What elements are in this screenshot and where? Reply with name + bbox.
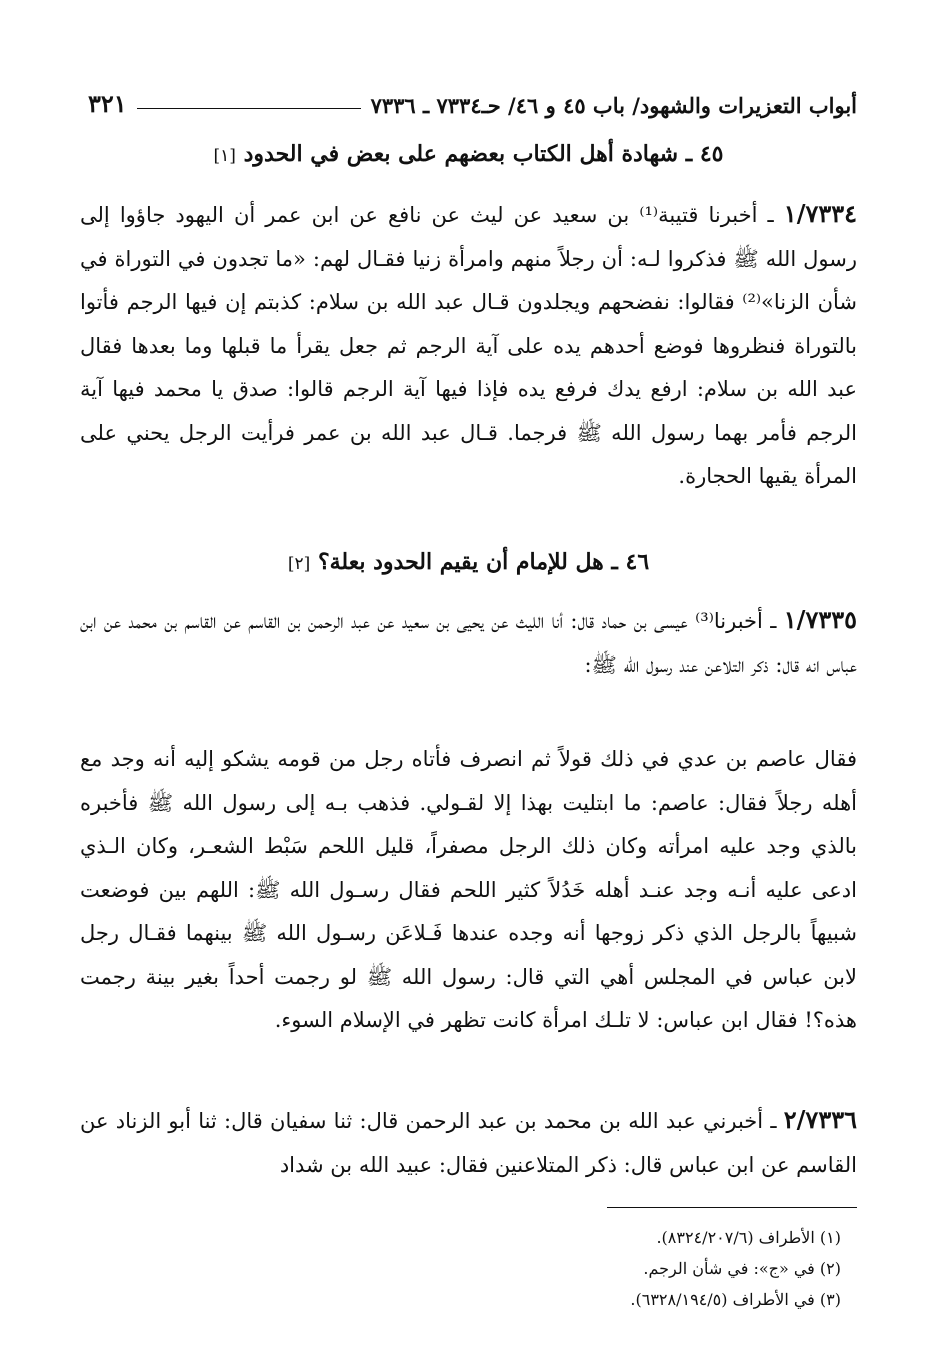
hadith-number: ١/٧٣٣٥ [783,605,857,634]
section-heading-45 [80,140,857,169]
page-header [88,72,857,116]
hadith-7334 [80,192,857,499]
hadith-number: ٢/٧٣٣٦ [783,1105,857,1134]
section-reference: [١] [213,146,236,166]
header-rule [137,108,361,109]
hadith-7335 [80,598,857,687]
section-title: ٤٥ ـ شهادة أهل الكتاب بعضهم على بعض في الحدود [243,141,724,167]
footnotes [630,1222,841,1315]
footnote-3: (٣) في الأطراف (٦٣٢٨/١٩٤/٥). [630,1290,841,1309]
footnote-1: (١) الأطراف (٨٣٢٤/٢٠٧/٦). [656,1228,841,1247]
hadith-text: فقال عاصم بن عدي في ذلك قولاً ثم انصرف فأتاه رجل من قومه يشكو إليه أنه وجد مع أهله رجلاً فقال: عاصم: ما ابتليت بهذا إلا لقـولي. فذهب بـه إلى رسول الله ﷺ فأخبره بالذي وجد عليه امرأته وكان ذلك الرجل مصفراً، قليل اللحم سَبْط الشعـر، وكان الـذي ادعى عليه أنـه وجد عنـد أهله خَدُلاً كثير اللحم فقال رسـول الله ﷺ: اللهم بين فوضعت شبيهاً بالرجل الذي ذكر زوجها أنه وجده عندها فَـلاعَن رسـول الله ﷺ بينهما فقـال رجل لابن عباس في المجلس أهي التي قال: رسول الله ﷺ لو رجمت أحداً بغير بينة رجمت هذه؟! فقال ابن عباس: لا تلـك امرأة كانت تظهر في الإسلام السوء. [80,747,857,1032]
hadith-7335-continuation [80,738,857,1043]
footnote-2: (٢) في «ج»: في شأن الرجم. [643,1259,841,1278]
running-head: أبواب التعزيرات والشهود/ باب ٤٥ و ٤٦/ حـ٧٣٣٤ ـ ٧٣٣٦ [370,93,857,118]
hadith-7336 [80,1098,857,1187]
hadith-text: ـ أخبرنا⁽³⁾ عيسى بن حماد قال: أنا الليث عن يحيى بن سعيد عن عبد الرحمن بن القاسم عن القاسم بن محمد عن ابن عباس انه قال: ذكر التلاعن عند رسول الله ﷺ: [80,609,857,677]
hadith-text: ـ أخبرنا قتيبة⁽¹⁾ بن سعيد عن ليث عن نافع عن ابن عمر أن اليهود جاؤوا إلى رسول الله ﷺ فذكروا لـه: أن رجلاً منهم وامرأة زنيا فقـال لهم: «ما تجدون في التوراة في شأن الزنا»⁽²⁾ فقالوا: نفضحهم ويجلدون قـال عبد الله بن سلام: كذبتم إن فيها الرجم فأتوا بالتوراة فنظروها فوضع أحدهم يده على آية الرجم ثم جعل يقرأ ما قبلها وما بعدها فقال عبد الله بن سلام: ارفع يدك فرفع يده فإذا فيها آية الرجم قالوا: صدق يا محمد فيها آية الرجم فأمر بهما رسول الله ﷺ فرجما. قـال عبد الله بن عمر فرأيت الرجل يحني على المرأة يقيها الحجارة. [80,203,857,488]
section-title: ٤٦ ـ هل للإمام أن يقيم الحدود بعلة؟ [317,549,650,575]
hadith-number: ١/٧٣٣٤ [783,199,858,228]
page-number: ٣٢١ [88,89,127,118]
section-reference: [٢] [287,554,311,574]
hadith-text: ـ أخبرني عبد الله بن محمد بن عبد الرحمن قال: ثنا سفيان قال: ثنا أبو الزناد عن القاسم عن ابن عباس قال: ذكر المتلاعنين فقال: عبيد الله بن شداد [80,1109,857,1177]
footnote-separator [607,1207,857,1208]
section-heading-46 [80,548,857,577]
